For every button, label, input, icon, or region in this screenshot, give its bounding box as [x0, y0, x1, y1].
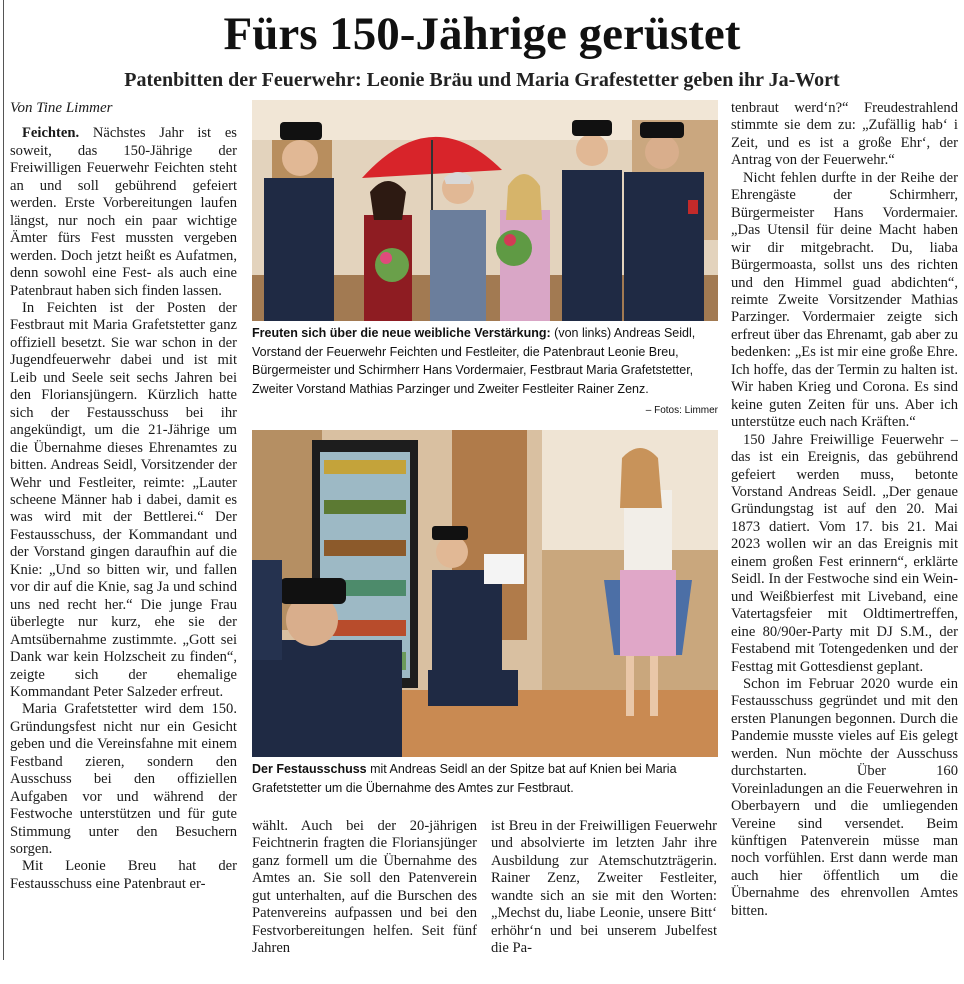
byline: Von Tine Limmer: [10, 100, 113, 116]
paragraph: Nicht fehlen durfte in der Reihe der Ehrengäste der Schirmherr, Bürgermeister Hans Vordermaier. „Das Utensil für deine Macht haben wir dir mitgebracht. Du, liaba Bürgermoasta, sollst uns des richten und den Himmel guad abdichten“, reimte Zweite Vorsitzender Mathias Parzinger. Vordermaier zeigte sich erfreut über das Ehrenamt, gab aber zu bedenken: „Es ist mir eine große Ehre. Ich hoffe, das der Termin zu halten ist. Wir haben Krieg und Corona. Es sind keine guten Zeiten für uns. Aber ich unterstütze euch nach Kräften.“: [731, 169, 958, 431]
paragraph: 150 Jahre Freiwillige Feuerwehr – das ist ein Ereignis, das gebührend gefeiert werden muss, betonte Vorstand Andreas Seidl. „Der genaue Gründungstag ist auf den 20. Mai 1873 datiert. Vom 17. bis 21. Mai 2023 wollen wir an das Ereignis mit einem großen Fest erinnern“, erklärte Seidl. In der Festwoche sind ein Wein- und Weißbierfest mit Liveband, eine Vatertagsfeier mit Oldtimertreffen, eine 80/90er-Party mit DJ S.M., der Festabend mit Totengedenken und der Festtag mit Gottesdienst geplant.: [731, 431, 958, 675]
paragraph: Schon im Februar 2020 wurde ein Festausschuss gegründet und mit den ersten Planungen begonnen. Durch die Pandemie musste vieles auf Eis gelegt werden. Nun möchte der Ausschuss durchstarten. Über 160 Voreinladungen an die Feuerwehren in Oberbayern und die umliegenden Vereine sind versendet. Beim künftigen Patenverein müsse man noch vorfühlen. Erst dann werde man auch hier öffentlich um die Übernahme des ehrenvollen Amtes bitten.: [731, 675, 958, 919]
paragraph: Mit Leonie Breu hat der Festausschuss eine Patenbraut er-: [10, 858, 237, 892]
caption-lead: Freuten sich über die neue weibliche Verstärkung:: [252, 326, 551, 340]
paragraph: Feichten. Nächstes Jahr ist es soweit, das 150-Jährige der Freiwilligen Feuerwehr Feichten steht an und soll gebührend gefeiert werden. Erste Vorbereitungen laufen längst, nur noch ein paar wichtige Ämter fürs Fest mussten vergeben werden. Doch jetzt heißt es Aufatmen, denn sowohl eine Fest- als auch eine Patenbraut haben sich finden lassen.: [10, 125, 237, 299]
paragraph: ist Breu in der Freiwilligen Feuerwehr und absolvierte im letzten Jahr ihre Ausbildung zur Atemschutzträgerin. Rainer Zenz, Zweiter Festleiter, wandte sich an sie mit den Worten: „Mechst du, liabe Leonie, unsere Bitt‘ erhöhr‘n und bei unserem Jubelfest die Pa-: [491, 818, 717, 957]
paragraph: tenbraut werd‘n?“ Freudestrahlend stimmte sie dem zu: „Zufällig hab‘ i Zeit, und es ist a große Ehr‘, der Antrag von der Feuerwehr.“: [731, 100, 958, 169]
text-column-4: [731, 100, 958, 960]
proposal-photo-illustration: [252, 430, 718, 757]
text-column-3: [491, 818, 717, 960]
caption-lead: Der Festausschuss: [252, 762, 367, 776]
photo-credit: – Fotos: Limmer: [645, 404, 718, 416]
dateline: Feichten.: [22, 125, 80, 142]
subheadline: Patenbitten der Feuerwehr: Leonie Bräu und Maria Grafestetter geben ihr Ja-Wort: [124, 69, 840, 91]
text-column-2: [252, 818, 477, 960]
text-column-1: [10, 100, 237, 960]
group-photo: [252, 100, 718, 321]
photo-caption-1: Freuten sich über die neue weibliche Verstärkung: (von links) Andreas Seidl, Vorstand der Feuerwehr Feichten und Festleiter, die Patenbraut Leonie Breu, Bürgermeister und Schirmherr Hans Vordermaier, Festbraut Maria Grafetstetter, Zweiter Vorstand Mathias Parzinger und Zweiter Festleiter Rainer Zenz. – Fotos: Limmer: [252, 324, 718, 420]
column-rule: [3, 0, 4, 960]
photo-caption-2: Der Festausschuss mit Andreas Seidl an der Spitze bat auf Knien bei Maria Grafetstetter um die Übernahme des Amtes zur Festbraut.: [252, 762, 677, 795]
group-photo-illustration: [252, 100, 718, 321]
paragraph: Maria Grafetstetter wird dem 150. Gründungsfest nicht nur ein Gesicht geben und die Vereinsfahne mit einem Festband zieren, sondern den Ausschuss bei den offiziellen Aufgaben vor und während der Festwoche unterstützen und für gute Stimmung unter den Besuchern sorgen.: [10, 701, 237, 858]
proposal-photo: [252, 430, 718, 757]
paragraph: wählt. Auch bei der 20-jährigen Feichtnerin fragten die Floriansjünger ganz formell um die Übernahme des Amtes an. Sie soll den Patenverein gut unterhalten, auf die Burschen des Patenvereins aufpassen und bei den Festvorbereitungen helfen. Seit fünf Jahren: [252, 818, 477, 957]
paragraph: In Feichten ist der Posten der Festbraut mit Maria Grafetstetter ganz offiziell besetzt. Sie war schon in der Jugendfeuerwehr dabei und ist mit Leib und Seele seit sechs Jahren bei den Floriansjüngern. Kürzlich hatte sich der Festausschuss bei ihr angekündigt, um die 21-Jährige um die Übernahme dieses Ehrenamtes zu bitten. Andreas Seidl, Vorsitzender der Wehr und Festleiter, reimte: „Lauter scheene Männer hab i dabei, damit es was wird mit der Bettlerei.“ Der Festausschuss, der Kommandant und der Vorstand gingen daraufhin auf die Knie: „Und so bitten wir, und fallen vor dir auf die Knie, sag Ja und schind uns ned recht her.“ Die junge Frau überlegte nur kurz, ehe sie der Amtsübernahme zustimmte. „Gott sei Dank war kein Holzscheit zu finden“, zeigte sich der ehemalige Kommandant Peter Salzeder erfreut.: [10, 299, 237, 700]
headline: Fürs 150-Jährige gerüstet: [223, 8, 741, 60]
